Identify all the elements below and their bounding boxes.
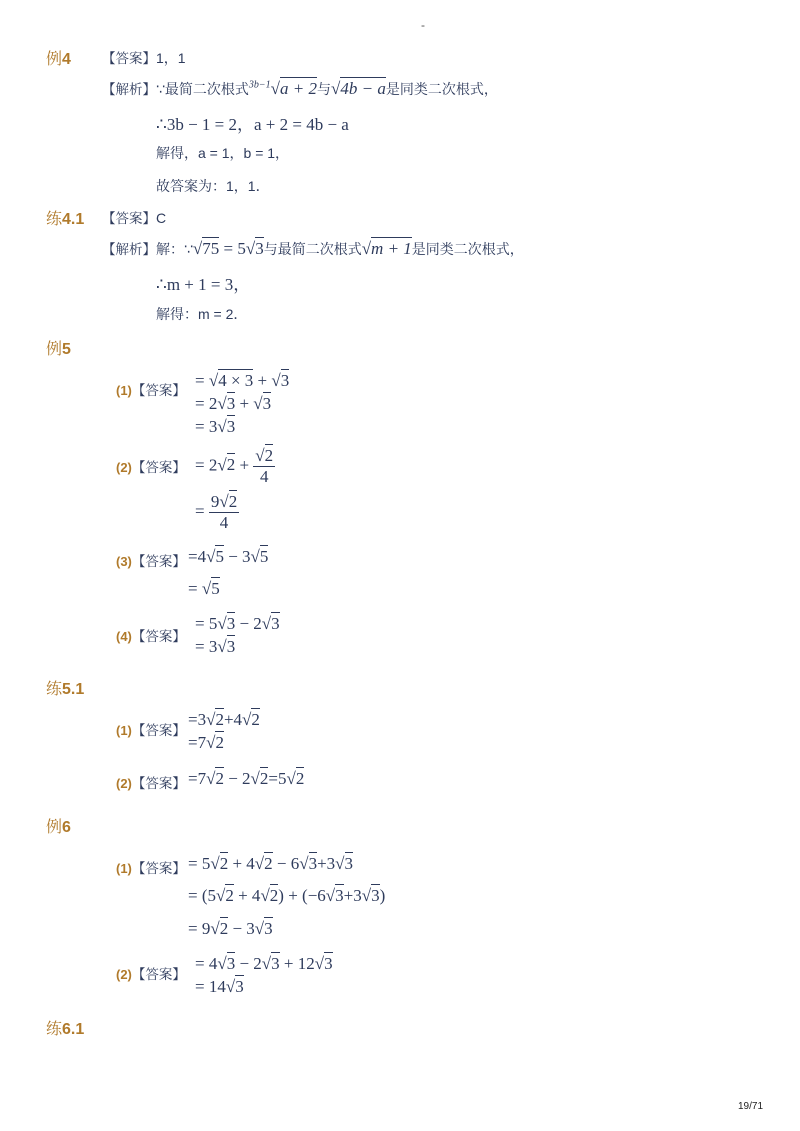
- ex5-q4-line-1: = 5√3 − 2√3: [195, 614, 280, 633]
- answer-tag: 【答案】: [131, 629, 186, 644]
- fraction: $\frac{9√2}{4}$: [210, 492, 238, 532]
- math-text: = 2: [195, 394, 218, 413]
- p51-q2-tag: [116, 772, 186, 793]
- math-text: = 5: [219, 239, 246, 258]
- radicand: 3: [271, 614, 280, 633]
- label-number: 5.1: [62, 681, 85, 698]
- p51-q1-tag: [116, 719, 186, 740]
- radicand: 2: [215, 769, 224, 788]
- example-5-label: [46, 336, 71, 359]
- analysis-text: 解：∵: [156, 241, 193, 257]
- math-text: =7: [188, 733, 207, 752]
- math-text: =: [195, 501, 209, 521]
- math-text: =5: [268, 769, 287, 788]
- answer-tag: 【答案】: [131, 554, 186, 569]
- label-prefix: 练: [46, 681, 63, 698]
- math-text: − 3: [228, 919, 255, 938]
- math-text: + 4: [233, 886, 261, 905]
- example-4-answer: [102, 47, 186, 68]
- answer-value: C: [156, 210, 167, 226]
- math-text: − 3: [223, 547, 251, 566]
- math-text: = 3: [195, 637, 218, 656]
- radicand: 75: [202, 239, 220, 258]
- question-number: (2): [116, 967, 132, 982]
- radicand: 3: [335, 886, 344, 905]
- math-text: ) + (−6: [278, 886, 326, 905]
- radicand: 3: [235, 977, 244, 996]
- radicand: a + 2: [280, 79, 317, 98]
- ex6-q1-line-3: = 9√2 − 3√3: [188, 919, 273, 938]
- radicand: 2: [215, 733, 224, 752]
- answer-tag: 【答案】: [131, 861, 186, 876]
- example-4-analysis-line-1: 【解析】∵最简二次根式$^{3b-1}$√a + 2与√4b − a是同类二次根式，: [102, 79, 498, 98]
- answer-tag: 【答案】: [131, 460, 186, 475]
- label-prefix: 练: [46, 1021, 63, 1038]
- label-prefix: 练: [46, 211, 63, 228]
- answer-value: 1，1: [156, 50, 186, 66]
- practice-5-1-label: [46, 676, 84, 699]
- radicand: 3: [226, 614, 236, 633]
- radicand: 2: [295, 769, 305, 788]
- radicand: 2: [264, 854, 273, 873]
- ex5-q1-tag: [116, 379, 186, 400]
- math-text: − 2: [235, 614, 262, 633]
- math-text: +3: [343, 886, 362, 905]
- radicand: 4 × 3: [218, 371, 254, 390]
- practice-4-1-label: [46, 206, 84, 229]
- radicand: 5: [211, 579, 220, 598]
- label-number: 4.1: [62, 211, 85, 228]
- ex5-q1-line-1: = √4 × 3 + √3: [195, 371, 290, 390]
- math-text: +3: [317, 854, 336, 873]
- analysis-text: 是同类二次根式，: [411, 241, 524, 257]
- radicand: 3: [226, 954, 236, 973]
- ex5-q4-tag: [116, 625, 186, 646]
- answer-tag: 【答案】: [131, 776, 186, 791]
- answer-tag: 【答案】: [131, 723, 186, 738]
- example-6-label: [46, 814, 71, 837]
- math-text: = 2: [195, 455, 218, 475]
- ex6-q2-line-1: = 4√3 − 2√3 + 12√3: [195, 954, 333, 973]
- analysis-text: 与: [317, 81, 331, 97]
- p51-q1-line-1: =3√2+4√2: [188, 710, 260, 729]
- math-text: = 9: [188, 919, 211, 938]
- label-number: 4: [62, 51, 71, 68]
- math-text: ): [379, 886, 386, 905]
- math-text: = 3: [195, 417, 218, 436]
- analysis-text: ∵最简二次根式: [156, 81, 249, 97]
- analysis-text: 是同类二次根式，: [385, 81, 498, 97]
- math-text: =3: [188, 710, 207, 729]
- p51-q2-line-1: =7√2 − 2√2=5√2: [188, 769, 305, 788]
- math-text: +4: [223, 710, 243, 729]
- p51-q1-line-2: =7√2: [188, 733, 224, 752]
- radicand: 2: [219, 854, 229, 873]
- math-text: + 4: [228, 854, 255, 873]
- ex6-q2-tag: [116, 963, 186, 984]
- ex6-q1-line-1: = 5√2 + 4√2 − 6√3+3√3: [188, 854, 353, 873]
- answer-tag: 【答案】: [131, 967, 186, 982]
- question-number: (2): [116, 460, 132, 475]
- practice-4-1-analysis-line-1: 【解析】解：∵√75 = 5√3与最简二次根式√m + 1是同类二次根式，: [102, 239, 524, 258]
- radicand: 3: [264, 919, 273, 938]
- ex6-q1-line-2: = (5√2 + 4√2) + (−6√3+3√3): [188, 886, 386, 905]
- math-text: − 2: [235, 954, 262, 973]
- radicand: 2: [251, 710, 260, 729]
- radicand: 3: [226, 637, 236, 656]
- example-4-analysis-line-4: 故答案为：1，1．: [156, 178, 270, 194]
- question-number: (1): [116, 723, 132, 738]
- radicand: m + 1: [371, 239, 412, 258]
- math-text: +: [235, 455, 254, 475]
- page-top-mark: -: [421, 18, 425, 32]
- practice-4-1-analysis-line-3: 解得：m = 2．: [156, 306, 248, 322]
- radicand: 2: [219, 919, 229, 938]
- answer-tag: 【答案】: [131, 383, 186, 398]
- ex5-q3-line-1: =4√5 − 3√5: [188, 547, 269, 566]
- analysis-text: 与最简二次根式: [263, 241, 362, 257]
- ex6-q2-line-2: = 14√3: [195, 977, 244, 996]
- practice-4-1-analysis-line-2: ∴m + 1 = 3，: [156, 275, 251, 294]
- math-text: = 4: [195, 954, 218, 973]
- math-text: = 14: [195, 977, 226, 996]
- radicand: 3: [255, 239, 264, 258]
- radicand: 3: [226, 394, 236, 413]
- radicand: 3: [308, 854, 318, 873]
- practice-6-1-label: [46, 1016, 84, 1039]
- analysis-tag: 【解析】: [102, 242, 156, 257]
- radicand: 2: [259, 769, 269, 788]
- radicand: 3: [226, 417, 236, 436]
- question-number: (3): [116, 554, 132, 569]
- radicand: 3: [324, 954, 333, 973]
- question-number: (1): [116, 383, 132, 398]
- ex5-q2-tag: [116, 456, 186, 477]
- example-4-analysis-line-2: ∴3b − 1 = 2，a + 2 = 4b − a: [156, 115, 349, 134]
- math-text: =7: [188, 769, 207, 788]
- math-text: = 5: [188, 854, 211, 873]
- radicand: 3: [344, 854, 353, 873]
- radicand: 3: [271, 954, 280, 973]
- radicand: 2: [269, 886, 279, 905]
- label-number: 6: [62, 819, 71, 836]
- denominator: 4: [219, 513, 229, 532]
- label-number: 6.1: [62, 1021, 85, 1038]
- question-number: (1): [116, 861, 132, 876]
- radicand: 5: [259, 547, 269, 566]
- radical-index: 3b−1: [248, 79, 271, 91]
- radicand: 2: [215, 710, 224, 729]
- question-number: (4): [116, 629, 132, 644]
- fraction: $\frac{√2}{4}$: [255, 446, 274, 486]
- math-text: =: [188, 579, 202, 598]
- math-text: +: [235, 394, 254, 413]
- label-prefix: 例: [46, 341, 63, 358]
- ex5-q1-line-3: = 3√3: [195, 417, 236, 436]
- analysis-tag: 【解析】: [102, 82, 156, 97]
- ex5-q2-line-1: = 2√2 + $\frac{√2}{4}$: [195, 446, 274, 486]
- math-text: = 5: [195, 614, 218, 633]
- ex5-q3-tag: [116, 550, 186, 571]
- radicand: 3: [371, 886, 380, 905]
- answer-tag: 【答案】: [102, 211, 156, 226]
- practice-4-1-answer: [102, 207, 166, 228]
- ex5-q1-line-2: = 2√3 + √3: [195, 394, 272, 413]
- radicand: 2: [226, 455, 236, 475]
- radicand: 3: [262, 394, 272, 413]
- ex5-q3-line-2: = √5: [188, 579, 220, 598]
- example-4-label: [46, 46, 71, 69]
- radicand: 3: [280, 371, 290, 390]
- radicand: 5: [215, 547, 224, 566]
- question-number: (2): [116, 776, 132, 791]
- page-number: 19/71: [738, 1101, 764, 1112]
- math-text: =: [195, 371, 209, 390]
- radicand: 2: [225, 886, 234, 905]
- radicand: 4b − a: [340, 79, 386, 98]
- math-text: + 12: [279, 954, 315, 973]
- label-prefix: 例: [46, 819, 63, 836]
- math-text: − 2: [223, 769, 251, 788]
- radicand: 2: [264, 446, 274, 465]
- radicand: 2: [228, 492, 238, 511]
- math-text: =4: [188, 547, 207, 566]
- math-text: +: [253, 371, 272, 390]
- denominator: 4: [259, 467, 269, 486]
- example-4-analysis-line-3: 解得，a = 1，b = 1，: [156, 145, 290, 161]
- math-text: − 6: [272, 854, 300, 873]
- numerator-coefficient: 9: [210, 492, 220, 511]
- answer-tag: 【答案】: [102, 51, 156, 66]
- ex6-q1-tag: [116, 857, 186, 878]
- math-text: = (5: [188, 886, 216, 905]
- label-number: 5: [62, 341, 71, 358]
- ex5-q2-line-2: [195, 492, 239, 533]
- ex5-q4-line-2: = 3√3: [195, 637, 236, 656]
- label-prefix: 例: [46, 51, 63, 68]
